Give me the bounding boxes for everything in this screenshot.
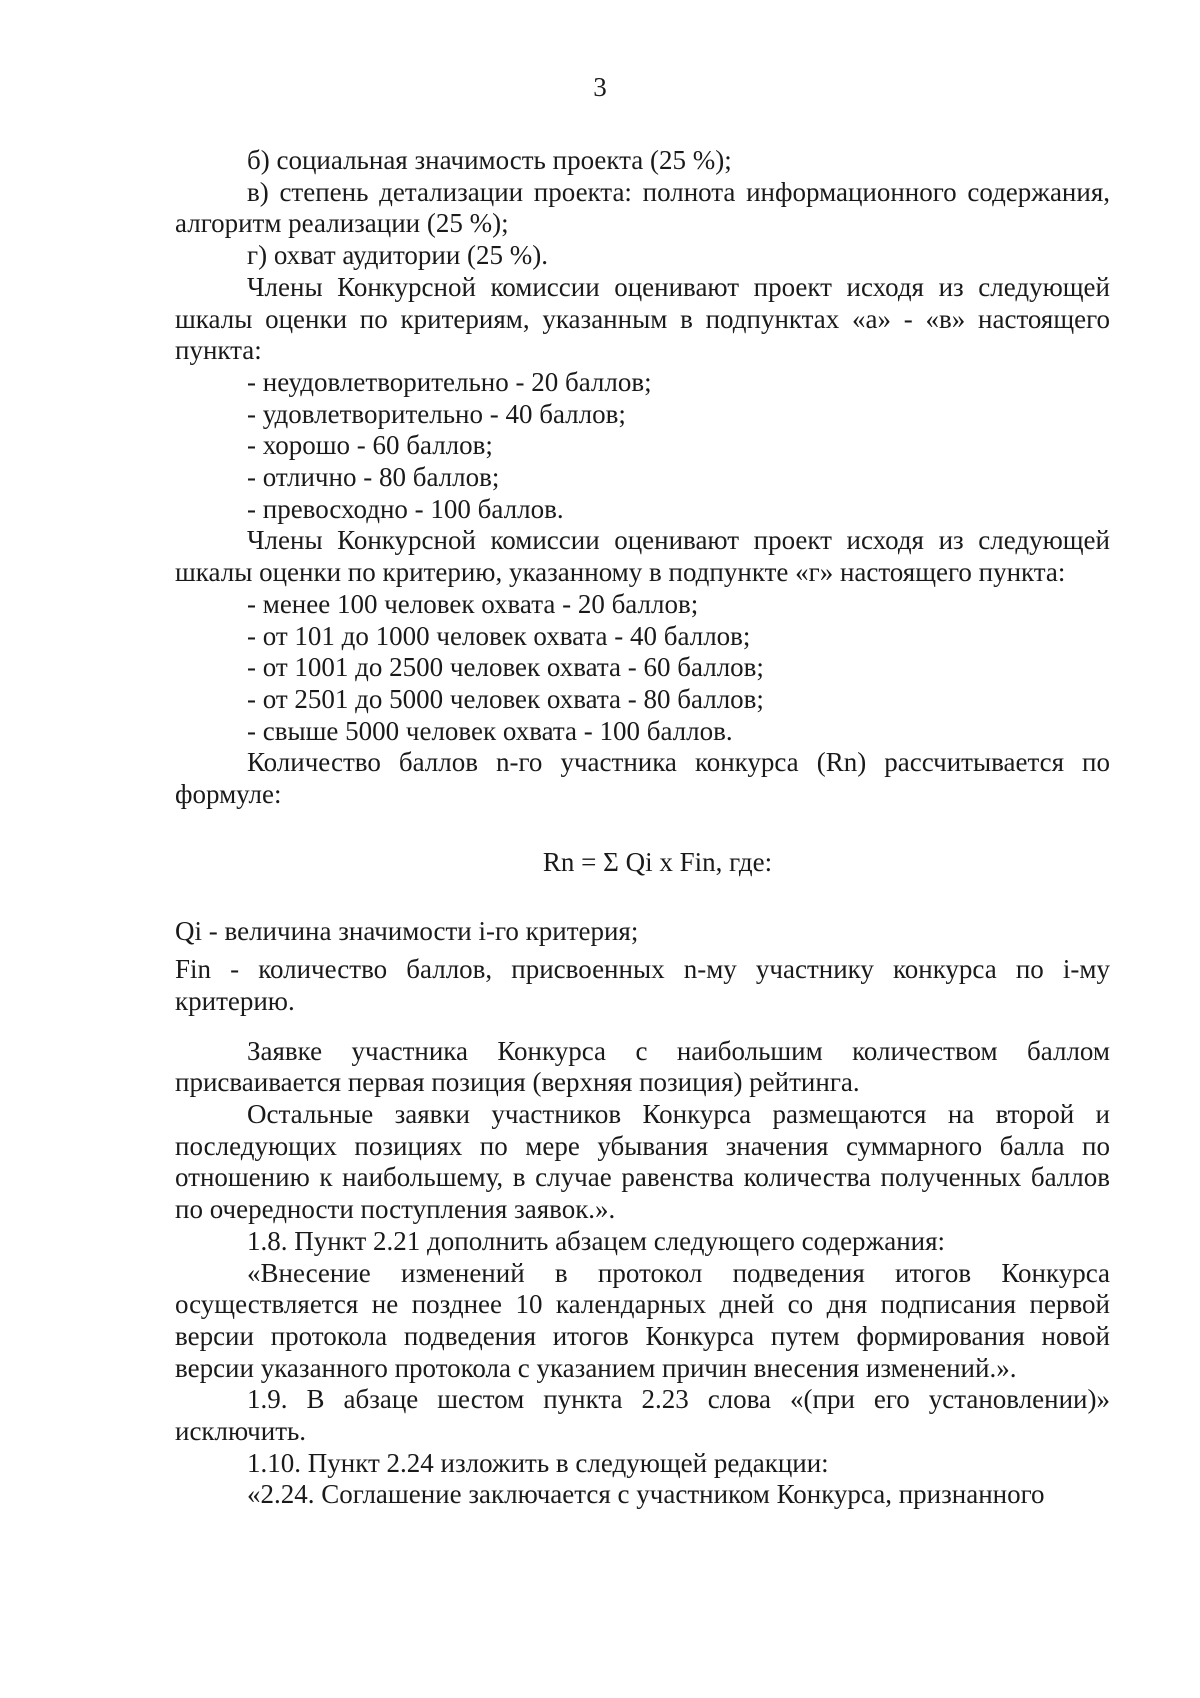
scale2-item: - от 1001 до 2500 человек охвата - 60 баллов; xyxy=(247,652,764,683)
scale2-item: - от 101 до 1000 человек охвата - 40 баллов; xyxy=(247,620,751,651)
scale2-item: - свыше 5000 человек охвата - 100 баллов. xyxy=(247,715,733,746)
scale1-item: - удовлетворительно - 40 баллов; xyxy=(247,398,626,429)
item-1-8: 1.8. Пункт 2.21 дополнить абзацем следующего содержания: xyxy=(247,1225,946,1256)
item-1-9: 1.9. В абзаце шестом пункта 2.23 слова «(при его установлении)» исключить. xyxy=(175,1384,1110,1447)
scale1-item: - хорошо - 60 баллов; xyxy=(247,430,493,461)
ranking-rest: Остальные заявки участников Конкурса размещаются на второй и последующих позициях по мере убывания значения суммарного балла по отношению к наибольшему, в случае равенства количества полученных баллов по очередности поступления заявок.». xyxy=(175,1098,1110,1225)
scale1-item: - неудовлетворительно - 20 баллов; xyxy=(247,366,652,397)
criterion-g: г) охват аудитории (25 %). xyxy=(247,240,549,271)
document-body xyxy=(175,145,1110,1511)
definition-fin: Fin - количество баллов, присвоенных n-му участнику конкурса по i-му критерию. xyxy=(175,954,1110,1016)
formula-intro: Количество баллов n-го участника конкурса (Rn) рассчитывается по формуле: xyxy=(175,747,1110,810)
scale2-intro: Члены Конкурсной комиссии оценивают проект исходя из следующей шкалы оценки по критерию, указанному в подпункте «г» настоящего пункта: xyxy=(175,525,1110,588)
item-2-24: «2.24. Соглашение заключается с участником Конкурса, признанного xyxy=(247,1479,1045,1510)
scale1-intro: Члены Конкурсной комиссии оценивают проект исходя из следующей шкалы оценки по критериям, указанным в подпунктах «а» - «в» настоящего пункта: xyxy=(175,271,1110,366)
page-number: 3 xyxy=(593,72,607,102)
ranking-first: Заявке участника Конкурса с наибольшим количеством баллом присваивается первая позиция (верхняя позиция) рейтинга. xyxy=(175,1035,1110,1098)
scale1-item: - превосходно - 100 баллов. xyxy=(247,493,564,524)
scale2-item: - менее 100 человек охвата - 20 баллов; xyxy=(247,588,699,619)
definition-qi: Qi - величина значимости i-го критерия; xyxy=(175,916,639,947)
criterion-v: в) степень детализации проекта: полнота информационного содержания, алгоритм реализации (25 %); xyxy=(175,176,1110,239)
item-1-8-text: «Внесение изменений в протокол подведения итогов Конкурса осуществляется не позднее 10 календарных дней со дня подписания первой версии протокола подведения итогов Конкурса путем формирования новой версии указанного протокола с указанием причин внесения изменений.». xyxy=(175,1257,1110,1383)
formula: Rn = Σ Qi x Fin, где: xyxy=(542,846,773,877)
criterion-b: б) социальная значимость проекта (25 %); xyxy=(247,145,732,175)
scale2-item: - от 2501 до 5000 человек охвата - 80 баллов; xyxy=(247,683,764,714)
item-1-10: 1.10. Пункт 2.24 изложить в следующей редакции: xyxy=(247,1447,829,1478)
scale1-item: - отлично - 80 баллов; xyxy=(247,462,500,493)
